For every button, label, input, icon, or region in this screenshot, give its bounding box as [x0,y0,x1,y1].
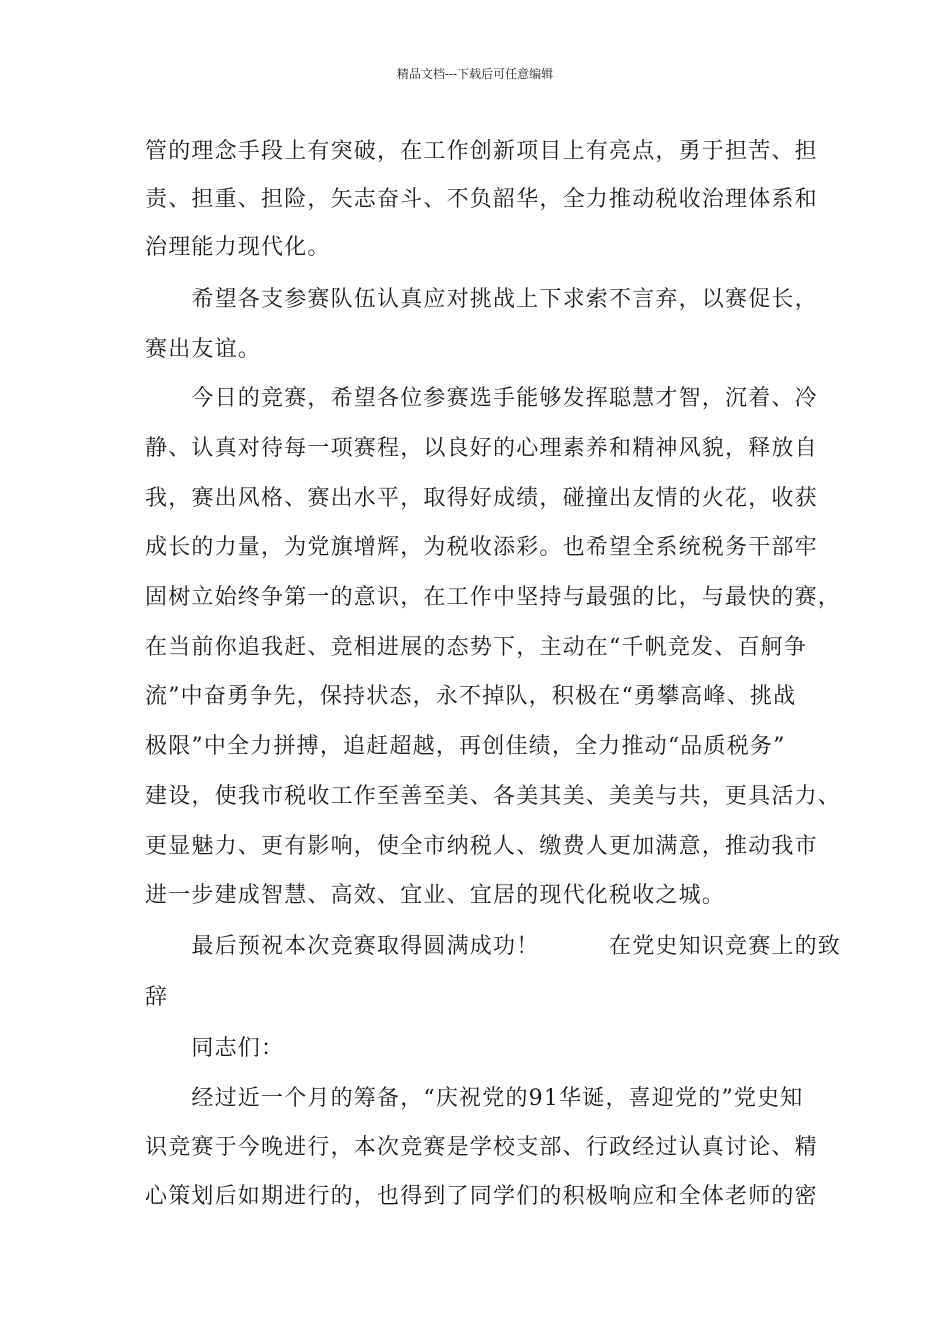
text-line: 辞 [145,985,169,1010]
text-line: 流”中奋勇争先，保持状态，永不掉队，积极在“勇攀高峰、挑战 [145,684,797,709]
text-line: 最后预祝本次竞赛取得圆满成功！ 在党史知识竞赛上的致 [145,934,842,959]
text-line: 今日的竞赛，希望各位参赛选手能够发挥聪慧才智，沉着、冷 [145,386,818,411]
text-line: 我，赛出风格、赛出水平，取得好成绩，碰撞出友情的火花，收获 [145,486,818,511]
page-header: 精品文档---下载后可任意编辑 [396,67,554,81]
text-line: 同志们： [145,1036,285,1061]
text-line: 希望各支参赛队伍认真应对挑战上下求索不言弃，以赛促长， [145,287,818,312]
text-line: 责、担重、担险，矢志奋斗、不负韶华，全力推动税收治理体系和 [145,187,818,212]
text-line: 心策划后如期进行的，也得到了同学们的积极响应和全体老师的密 [145,1184,818,1209]
text-line: 治理能力现代化。 [145,235,331,260]
text-line: 识竞赛于今晚进行，本次竞赛是学校支部、行政经过认真讨论、精 [145,1135,818,1160]
text-line: 赛出友谊。 [145,337,262,362]
text-line: 在当前你追我赶、竞相进展的态势下，主动在“千帆竞发、百舸争 [145,635,808,660]
text-line: 管的理念手段上有突破，在工作创新项目上有亮点，勇于担苦、担 [145,139,818,164]
text-line: 成长的力量，为党旗增辉，为税收添彩。也希望全系统税务干部牢 [145,535,818,560]
text-line: 固树立始终争第一的意识，在工作中坚持与最强的比，与最快的赛， [145,585,842,610]
text-line: 更显魅力、更有影响，使全市纳税人、缴费人更加满意，推动我市 [145,834,818,859]
text-line: 极限”中全力拼搏，追赶超越，再创佳绩，全力推动“品质税务” [145,734,786,759]
text-line: 经过近一个月的筹备，“庆祝党的91华诞，喜迎党的”党史知 [145,1086,804,1111]
text-line: 静、认真对待每一项赛程，以良好的心理素养和精神风貌，释放自 [145,436,818,461]
text-line: 进一步建成智慧、高效、宜业、宜居的现代化税收之城。 [145,883,726,908]
text-line: 建设，使我市税收工作至善至美、各美其美、美美与共，更具活力、 [145,784,842,809]
